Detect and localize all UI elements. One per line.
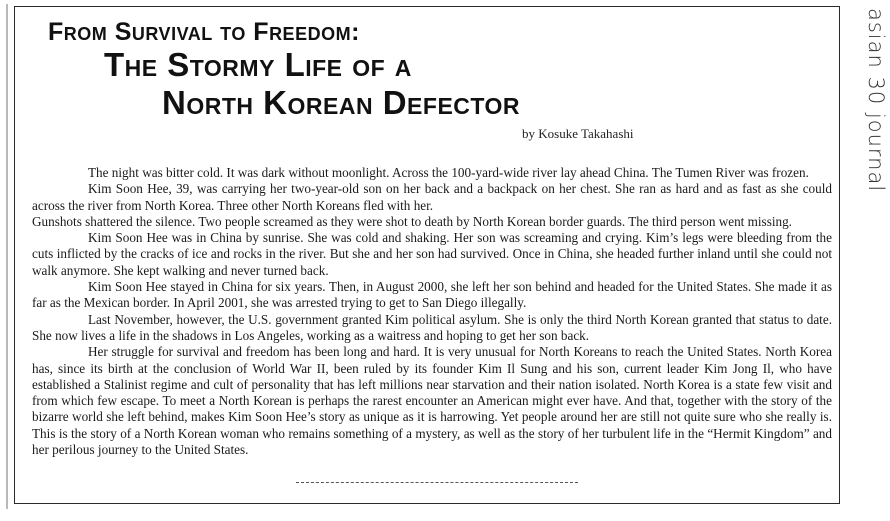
page-edge-shadow bbox=[6, 4, 8, 509]
paragraph: The night was bitter cold. It was dark without moonlight. Across the 100-yard-wide river lay ahead China. The Tumen River was frozen. bbox=[88, 165, 809, 180]
headline-line-3: North Korean Defector bbox=[162, 84, 521, 121]
article-end-divider bbox=[296, 482, 578, 483]
headline-line-1: From Survival to Freedom: bbox=[48, 18, 360, 46]
paragraph: Last November, however, the U.S. government granted Kim political asylum. She is only the third North Korean granted that status to date. She now lives a life in the shadows in Los Angeles, working as a waitress and hoping to get her son back. bbox=[32, 311, 832, 343]
paragraph: Gunshots shattered the silence. Two people screamed as they were shot to death by North Korean border guards. The third person went missing. bbox=[32, 213, 792, 229]
paragraph: Kim Soon Hee stayed in China for six years. Then, in August 2000, she left her son behind and headed for the United States. She made it as far as the Mexican border. In April 2001, she was arrested trying to get to San Diego illegally. bbox=[32, 279, 832, 311]
headline-line-2: The Stormy Life of a bbox=[104, 46, 412, 83]
paragraph: Kim Soon Hee, 39, was carrying her two-year-old son on her back and a backpack on her chest. She ran as hard and as fast as she could across the river from North Korea. Three other North Koreans fled with her. bbox=[32, 181, 832, 213]
paragraph: Kim Soon Hee was in China by sunrise. She was cold and shaking. Her son was screaming and crying. Kim’s legs were bleeding from the cuts inflicted by the cracks of ice and rocks in the river. But she and her son had survived. Once in China, she headed further inland until she could not walk anymore. She kept walking and never turned back. bbox=[32, 230, 832, 278]
paragraph: Her struggle for survival and freedom has been long and hard. It is very unusual for North Koreans to reach the United States. North Korea has, since its birth at the conclusion of World War II, been ruled by its founder Kim Il Sung and his son, current leader Kim Jong Il, who have established a Stalinist regime and cult of personality that has left millions near starvation and their nation isolated. North Korea is a state few visit and from which few escape. To meet a North Korean is perhaps the rarest encounter an American might ever have. And that, together with the story of the bizarre world she left behind, makes Kim Soon Hee’s story as unique as it is harrowing. Yet people around her are still not quite sure who she really is. This is the story of a North Korean woman who remains something of a mystery, as well as the story of her turbulent life in the “Hermit Kingdom” and her perilous journey to the United States. bbox=[32, 344, 832, 458]
article-body bbox=[32, 165, 832, 458]
publication-name: asian 30 journal bbox=[864, 8, 888, 193]
byline: by Kosuke Takahashi bbox=[522, 126, 634, 141]
